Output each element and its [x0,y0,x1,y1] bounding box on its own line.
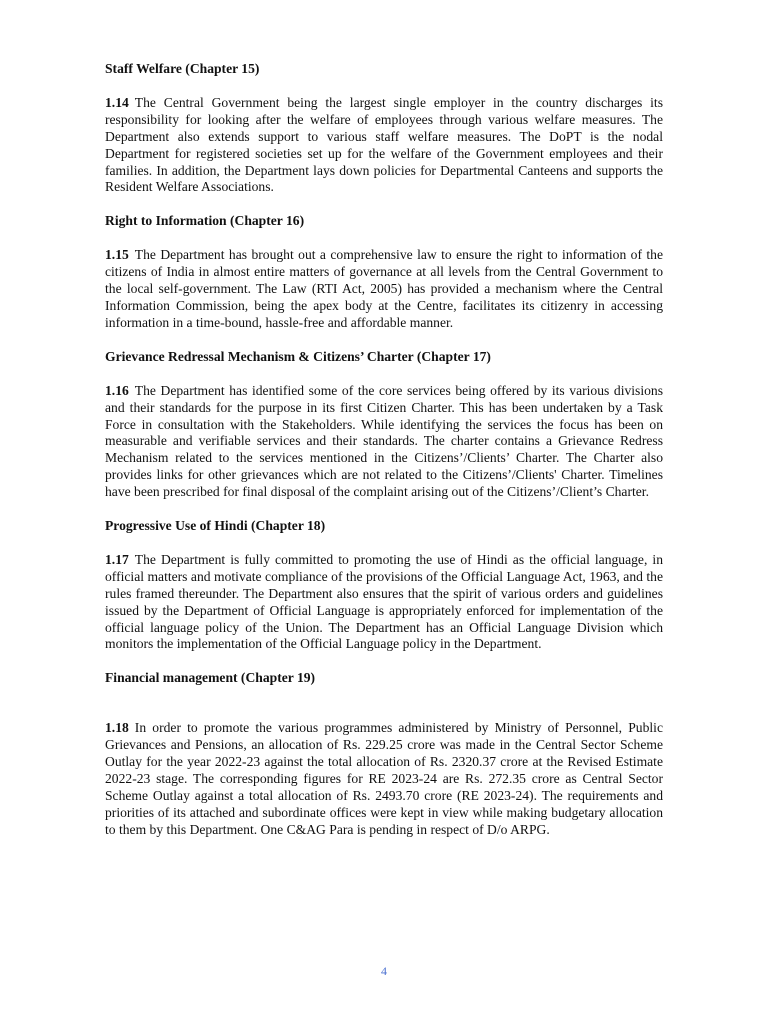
paragraph-text: In order to promote the various programmes administered by Ministry of Personnel, Public Grievances and Pensions, an allocation of Rs. 229.25 crore was made in the Central Sector Scheme Outlay for the year 2022-23 against the total allocation of Rs. 2320.37 crore at the Revised Estimate 2022-23 stage. The corresponding figures for RE 2023-24 are Rs. 272.35 crore as Central Sector Scheme Outlay against a total allocation of Rs. 2493.70 crore (RE 2023-24). The requirements and priorities of its attached and subordinate offices were kept in view while making budgetary allocation to them by this Department. One C&AG Para is pending in respect of D/o ARPG. [105,720,663,837]
page-number: 4 [381,964,387,978]
paragraph-1-18 [105,720,663,838]
section-heading-staff-welfare: Staff Welfare (Chapter 15) [105,61,260,76]
paragraph-number: 1.15 [105,247,129,263]
paragraph-1-17 [105,552,663,653]
paragraph-number: 1.14 [105,94,129,110]
paragraph-text: The Central Government being the largest single employer in the country discharges its responsibility for looking after the welfare of employees through various welfare measures. The Department also extends support to various staff welfare measures. The DoPT is the nodal Department for registered societies set up for the welfare of the Government employees and their families. In addition, the Department lays down policies for Departmental Canteens and supports the Resident Welfare Associations. [105,94,663,195]
paragraph-1-16 [105,383,663,501]
section-heading-financial-management: Financial management (Chapter 19) [105,670,316,686]
paragraph-number: 1.17 [105,551,129,567]
section-heading-progressive-use-of-hindi: Progressive Use of Hindi (Chapter 18) [105,518,326,534]
paragraph-number: 1.18 [105,720,129,736]
document-body [105,61,663,839]
paragraph-number: 1.16 [105,382,129,398]
section-heading-right-to-information: Right to Information (Chapter 16) [105,213,305,229]
paragraph-1-15 [105,247,663,332]
paragraph-text: The Department is fully committed to promoting the use of Hindi as the official language, in official matters and motivate compliance of the provisions of the Official Language Act, 1963, and the rules framed thereunder. The Department also ensures that the spirit of various orders and guidelines issued by the Department of Official Language is appropriately enforced for implementation of the official language policy of the Union. The Department has an Official Language Division which monitors the implementation of the Official Language policy in the Department. [105,551,663,652]
section-heading-grievance-redressal: Grievance Redressal Mechanism & Citizens’ Charter (Chapter 17) [105,348,491,364]
paragraph-1-14 [105,95,663,196]
paragraph-text: The Department has brought out a comprehensive law to ensure the right to information of the citizens of India in almost entire matters of governance at all levels from the Central Government to the local self-government. The Law (RTI Act, 2005) has provided a mechanism where the Central Information Commission, being the apex body at the Centre, facilitates its citizenry in accessing information in a time-bound, hassle-free and affordable manner. [105,247,663,330]
paragraph-text: The Department has identified some of the core services being offered by its various divisions and their standards for the purpose in its first Citizen Charter. This has been undertaken by a Task Force in consultation with the Stakeholders. While identifying the services the focus has been on measurable and verifiable services and their standards. The charter contains a Grievance Redress Mechanism related to the services mentioned in the Citizens’/Clients’ Charter. The Charter also provides links for other grievances which are not related to the Citizens’/Clients' Charter. Timelines have been prescribed for final disposal of the complaint arising out of the Citizens’/Client’s Charter. [105,382,663,500]
